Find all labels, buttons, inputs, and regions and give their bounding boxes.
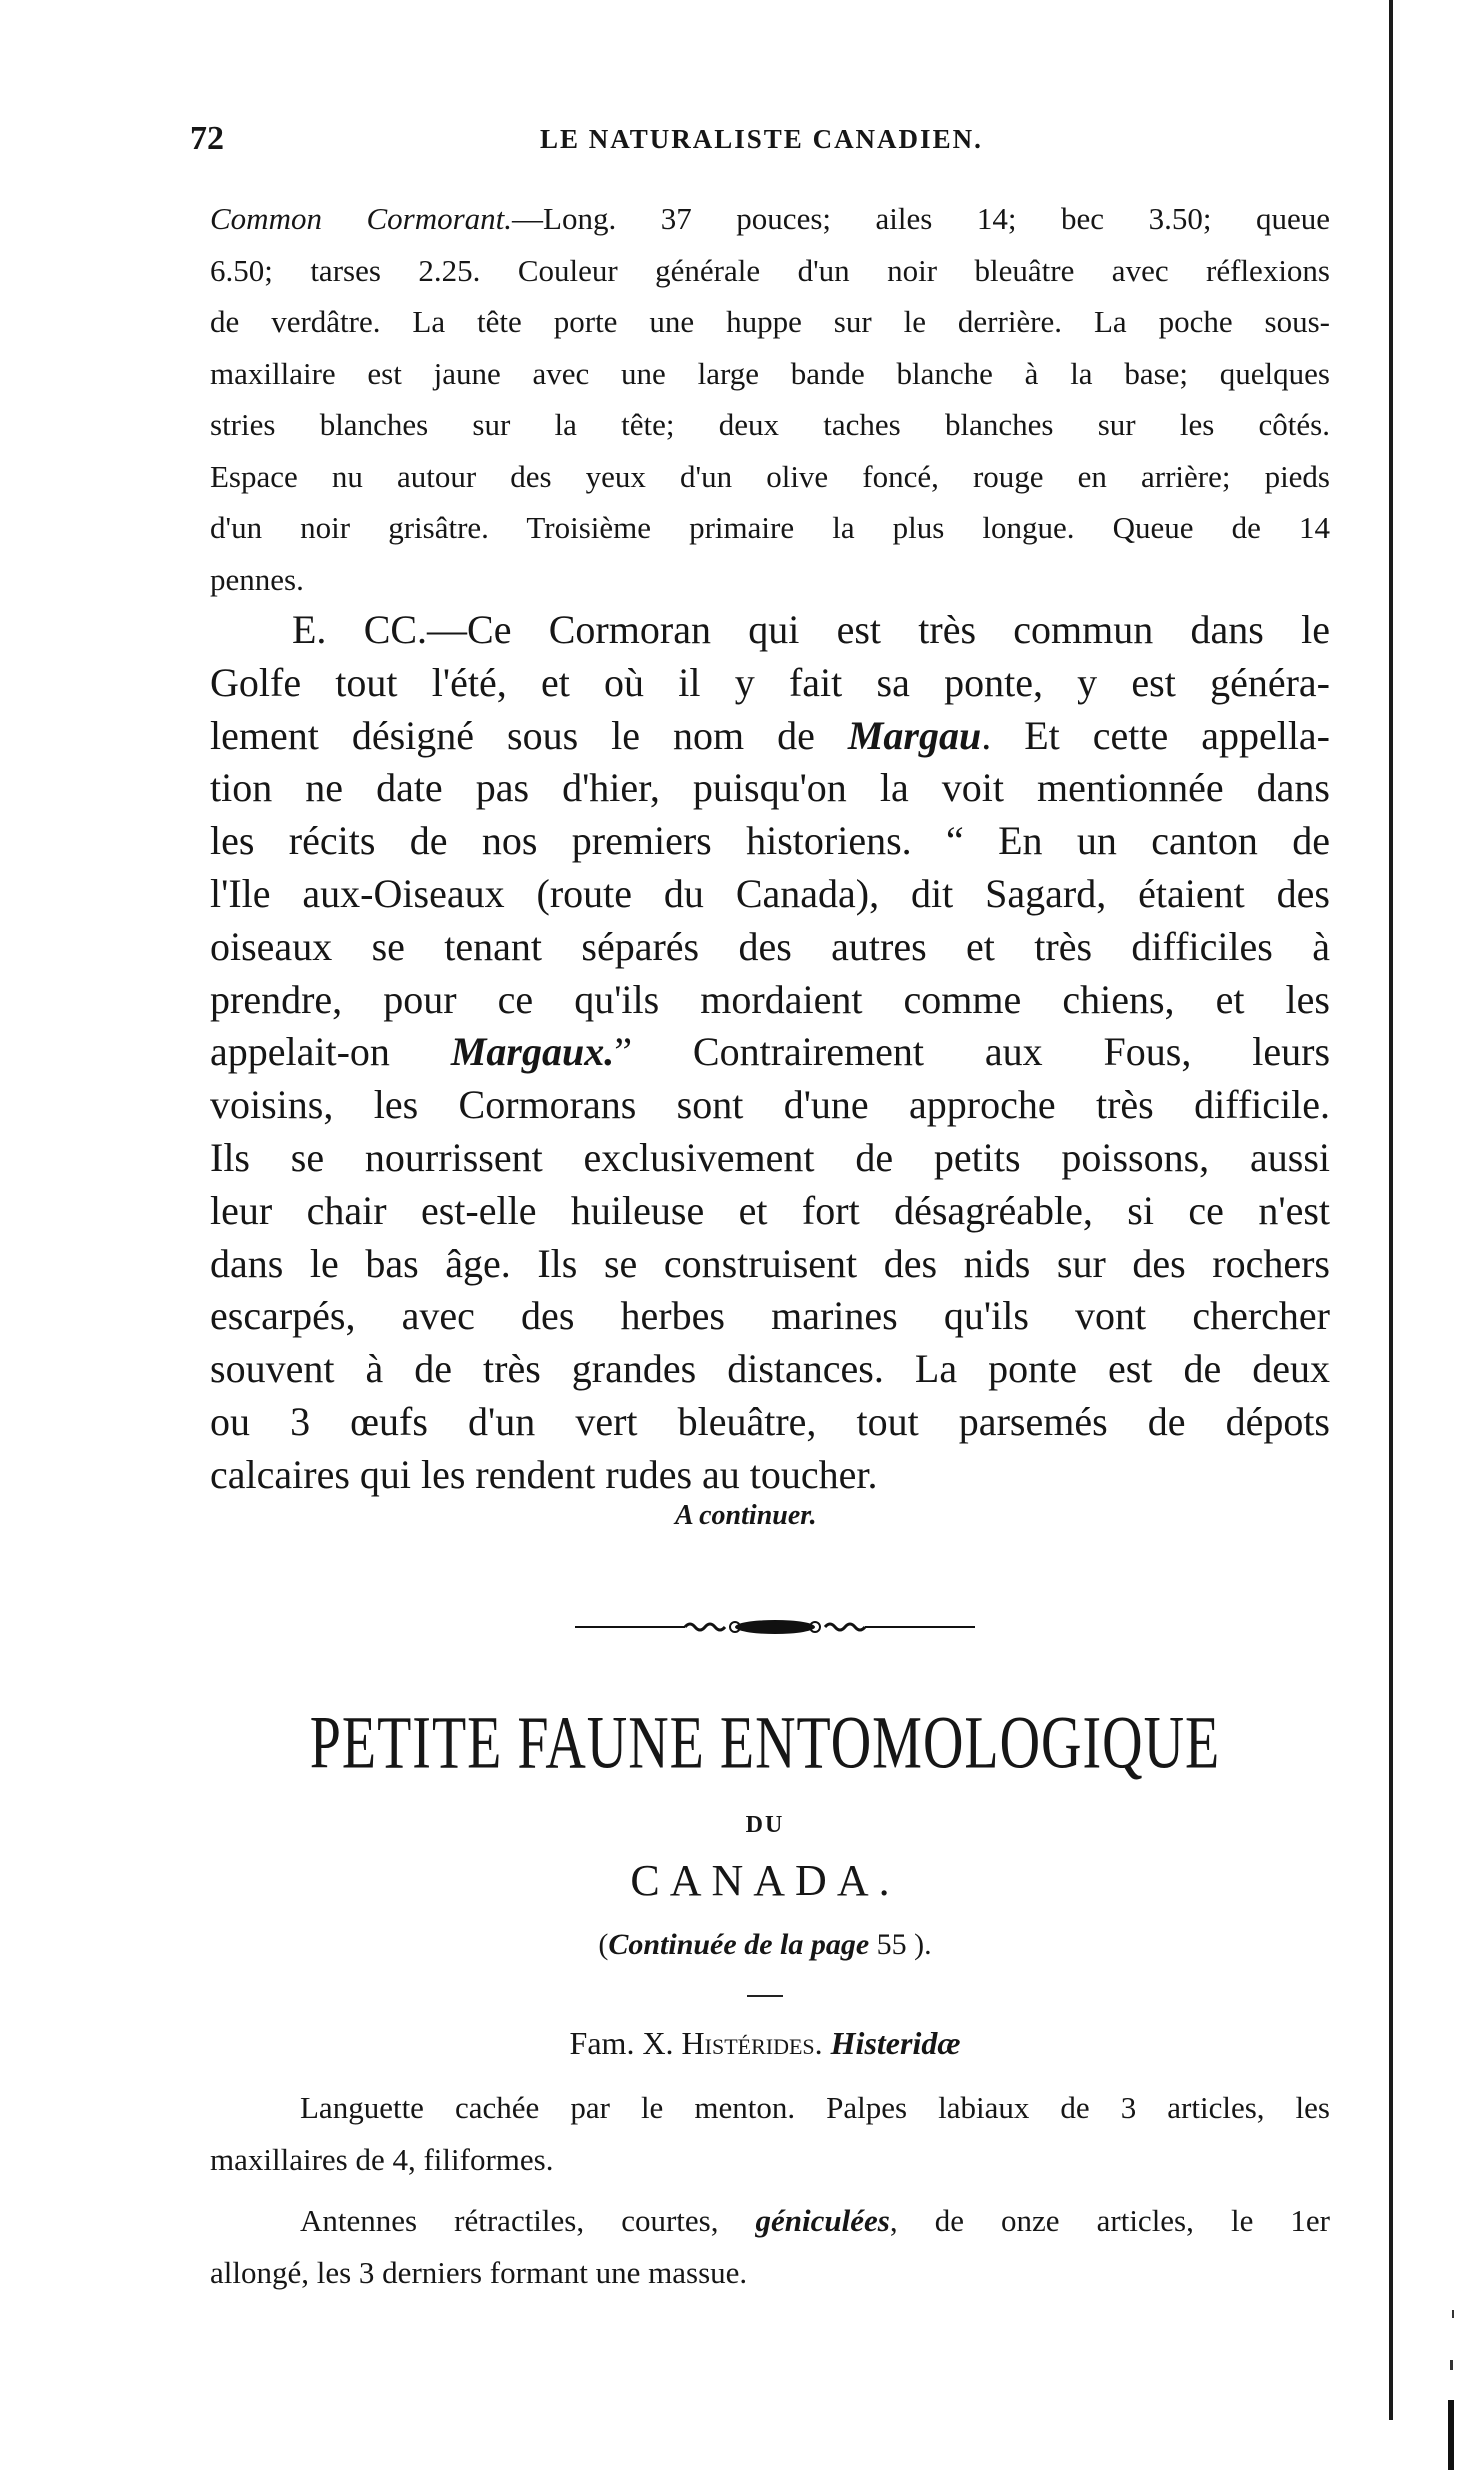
main-line: souvent à de très grandes distances. La ponte est de deux	[210, 1346, 1330, 1392]
description-line: Espace nu autour des yeux d'un olive foncé, rouge en arrière; pieds	[210, 458, 1330, 494]
section-canada: CANADA.	[630, 1856, 900, 1905]
section-du: DU	[745, 1812, 785, 1838]
cormorant-description	[210, 193, 1330, 605]
main-line: dans le bas âge. Ils se construisent des nids sur des rochers	[210, 1240, 1330, 1286]
continued-note: (Continuée de la page 55 ).	[598, 1928, 932, 1961]
text-line: allongé, les 3 derniers formant une massue.	[210, 2254, 748, 2290]
main-line: oiseaux se tenant séparés des autres et très difficiles à	[210, 923, 1330, 969]
text-line: maxillaires de 4, filiformes.	[210, 2141, 554, 2177]
paragraph-antennes	[210, 2195, 1330, 2298]
main-line: escarpés, avec des herbes marines qu'ils vont chercher	[210, 1293, 1330, 1339]
paragraph-languette	[210, 2082, 1330, 2185]
main-line: les récits de nos premiers historiens. “ En un canton de	[210, 818, 1330, 864]
main-line: calcaires qui les rendent rudes au toucher.	[210, 1451, 878, 1497]
ornament-divider	[575, 1612, 975, 1642]
main-line: ou 3 œufs d'un vert bleuâtre, tout parsemés de dépots	[210, 1398, 1330, 1444]
short-rule	[747, 1995, 783, 1997]
main-line: tion ne date pas d'hier, puisqu'on la voit mentionnée dans	[210, 765, 1330, 811]
main-line: lement désigné sous le nom de Margau. Et cette appella-	[210, 712, 1330, 758]
description-line: pennes.	[210, 561, 304, 597]
main-line: E. CC.—Ce Cormoran qui est très commun dans le	[292, 607, 1330, 652]
description-line: maxillaire est jaune avec une large bande blanche à la base; quelques	[210, 355, 1330, 391]
text-line: Antennes rétractiles, courtes, géniculées, de onze articles, le 1er	[300, 2203, 1330, 2238]
to-continue: A continuer.	[675, 1500, 817, 1531]
description-line: de verdâtre. La tête porte une huppe sur le derrière. La poche sous-	[210, 304, 1330, 339]
page-number: 72	[190, 120, 224, 157]
main-line: Golfe tout l'été, et où il y fait sa ponte, y est généra-	[210, 659, 1330, 705]
main-line: voisins, les Cormorans sont d'une approche très difficile.	[210, 1082, 1330, 1128]
description-line: d'un noir grisâtre. Troisième primaire la plus longue. Queue de 14	[210, 510, 1330, 545]
page-header	[190, 120, 1340, 170]
description-line: 6.50; tarses 2.25. Couleur générale d'un noir bleuâtre avec réflexions	[210, 252, 1330, 288]
description-line: Common Cormorant.—Long. 37 pouces; ailes 14; bec 3.50; queue	[210, 201, 1330, 236]
main-line: l'Ile aux-Oiseaux (route du Canada), dit Sagard, étaient des	[210, 870, 1330, 916]
page-edge-specks	[1440, 2300, 1460, 2480]
page-edge-line	[1389, 0, 1393, 2420]
family-heading: Fam. X. Histérides. Histeridæ	[569, 2025, 961, 2061]
main-line: prendre, pour ce qu'ils mordaient comme chiens, et les	[210, 976, 1330, 1022]
main-line: appelait-on Margaux.” Contrairement aux Fous, leurs	[210, 1029, 1331, 1075]
section-title: PETITE FAUNE ENTOMOLOGIQUE	[309, 1701, 1221, 1786]
main-line: leur chair est-elle huileuse et fort désagréable, si ce n'est	[210, 1187, 1330, 1233]
text-line: Languette cachée par le menton. Palpes labiaux de 3 articles, les	[300, 2090, 1330, 2125]
main-line: Ils se nourrissent exclusivement de petits poissons, aussi	[210, 1134, 1330, 1180]
running-head: LE NATURALISTE CANADIEN.	[540, 124, 983, 154]
description-line: stries blanches sur la tête; deux taches blanches sur les côtés.	[210, 407, 1330, 442]
main-paragraph	[210, 604, 1330, 1502]
